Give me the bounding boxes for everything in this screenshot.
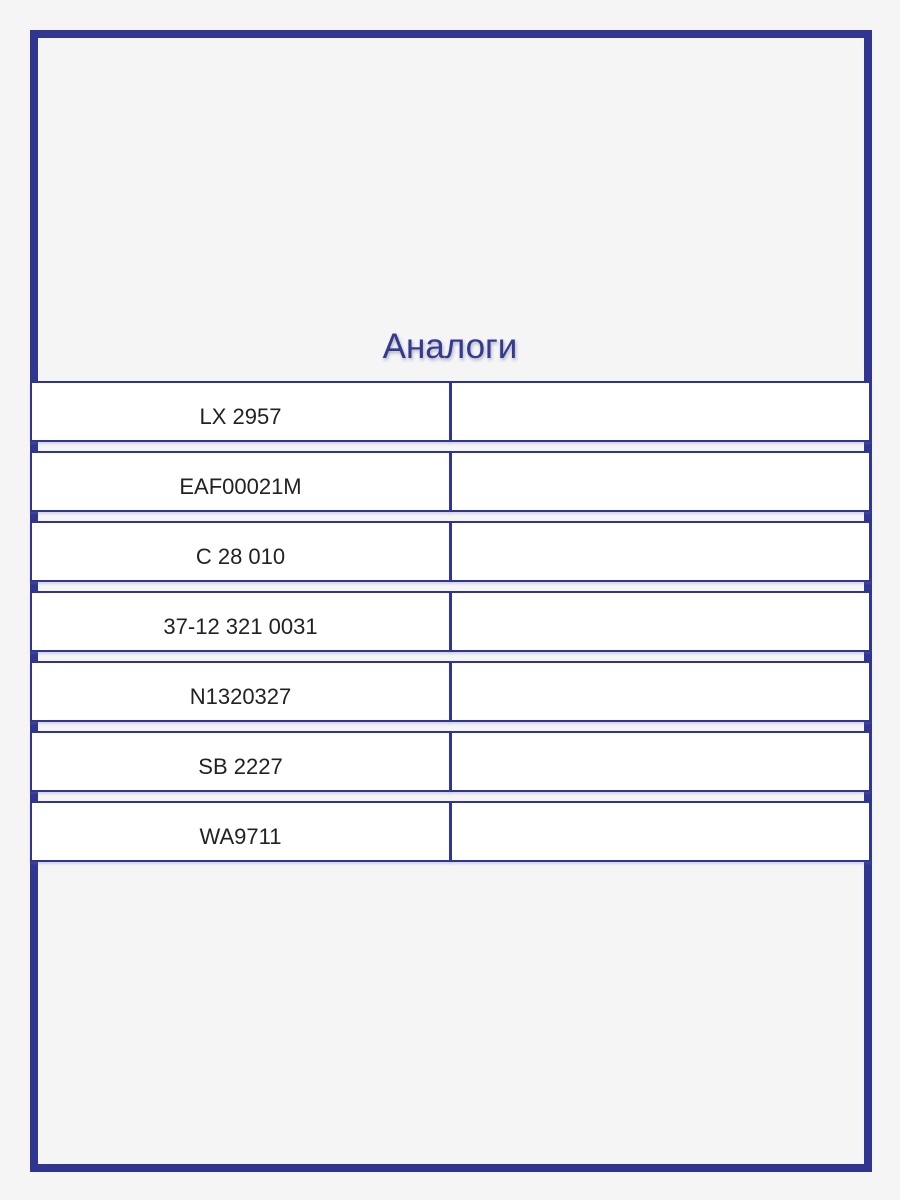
analog-value-cell [450, 661, 871, 722]
table-row [30, 451, 871, 512]
table-row [30, 591, 871, 652]
analog-code-cell: 37-12 321 0031 [30, 591, 451, 652]
table-row [30, 661, 871, 722]
analog-value-cell [450, 731, 871, 792]
analog-value-cell [450, 451, 871, 512]
analog-code-cell: C 28 010 [30, 521, 451, 582]
table-row [30, 801, 871, 862]
analog-value-cell [450, 591, 871, 652]
analog-code-cell: LX 2957 [30, 381, 451, 442]
analog-code-cell: N1320327 [30, 661, 451, 722]
analog-value-cell [450, 801, 871, 862]
analog-code-cell: SB 2227 [30, 731, 451, 792]
table-row [30, 731, 871, 792]
analog-code-cell: WA9711 [30, 801, 451, 862]
analogs-table [30, 381, 871, 871]
table-row [30, 381, 871, 442]
analog-value-cell [450, 521, 871, 582]
analog-code-cell: EAF00021M [30, 451, 451, 512]
analog-value-cell [450, 381, 871, 442]
table-row [30, 521, 871, 582]
page-title: Аналоги [382, 327, 518, 366]
